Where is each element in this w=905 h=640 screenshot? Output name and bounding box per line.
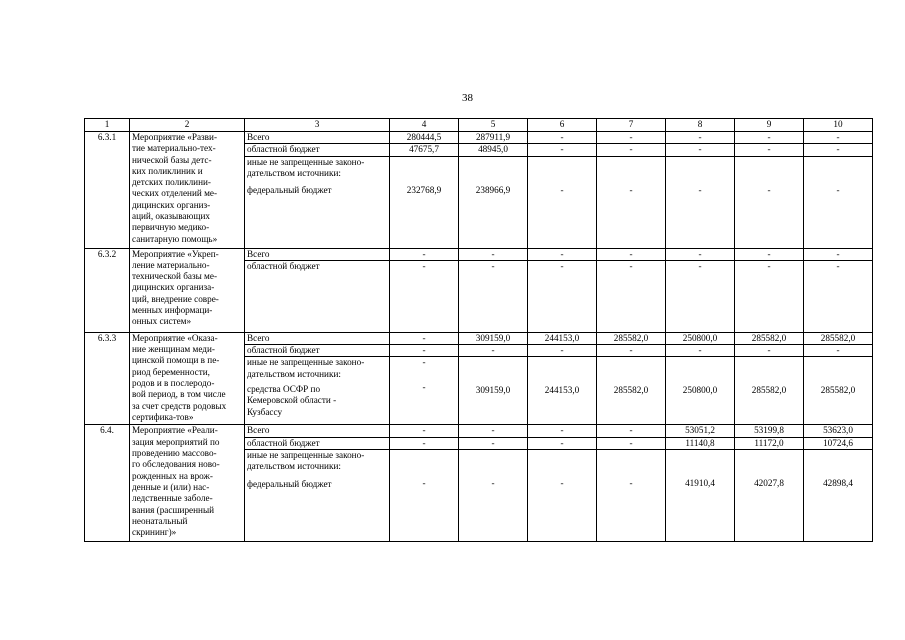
- funding-source-sub: федеральный бюджет: [247, 478, 332, 489]
- value-cell: -: [528, 437, 597, 449]
- value-cell: -: [528, 425, 597, 437]
- value-cell: 250800,0: [666, 332, 735, 344]
- value-cell: -: [459, 248, 528, 260]
- value-cell: -: [597, 248, 666, 260]
- value-cell: -: [390, 450, 459, 542]
- column-header: 4: [390, 119, 459, 132]
- value-cell: -: [459, 450, 528, 542]
- value-cell: -: [390, 260, 459, 332]
- value-cell: 53199,8: [735, 425, 804, 437]
- value-cell: -: [597, 156, 666, 248]
- value-cell: 244153,0: [528, 357, 597, 425]
- value-cell: 10724,6: [804, 437, 873, 449]
- value-cell: -: [528, 144, 597, 156]
- value-cell: 309159,0: [459, 357, 528, 425]
- column-header: 3: [245, 119, 390, 132]
- item-name: Мероприятие «Разви- тие материально-тех- нической базы детс- ких поликлиник и детских поликлини- ческих отделений ме- дицинских организ- аций, оказывающих первичную медико- санитарную помощь»: [130, 132, 245, 249]
- column-header: 7: [597, 119, 666, 132]
- item-code: 6.4.: [85, 425, 130, 542]
- item-code: 6.3.3: [85, 332, 130, 425]
- value-cell: -: [528, 450, 597, 542]
- value-cell: -: [735, 260, 804, 332]
- value-cell: -: [666, 248, 735, 260]
- funding-source: Всего: [245, 132, 390, 144]
- value-cell: -: [804, 248, 873, 260]
- value-cell: -: [597, 425, 666, 437]
- value-cell: 47675,7: [390, 144, 459, 156]
- value-cell: 285582,0: [597, 332, 666, 344]
- value-cell: -: [597, 437, 666, 449]
- table-row: [85, 332, 873, 344]
- funding-source: [245, 156, 390, 248]
- value-cell: -: [390, 332, 459, 344]
- value-cell: -: [735, 132, 804, 144]
- column-header: 5: [459, 119, 528, 132]
- funding-source: [245, 357, 390, 425]
- value-cell: 285582,0: [804, 332, 873, 344]
- page-number: 38: [462, 92, 473, 104]
- value-cell: -: [597, 450, 666, 542]
- value-cell: -: [459, 425, 528, 437]
- funding-source: Всего: [245, 248, 390, 260]
- value-cell: -: [390, 425, 459, 437]
- table-row: [85, 248, 873, 260]
- value-cell: 11140,8: [666, 437, 735, 449]
- value-cell: -: [597, 144, 666, 156]
- value-cell: -: [735, 144, 804, 156]
- value-cell: 285582,0: [735, 332, 804, 344]
- value-cell: -: [735, 345, 804, 357]
- value-cell: 42027,8: [735, 450, 804, 542]
- column-header: 10: [804, 119, 873, 132]
- value-cell: -: [666, 260, 735, 332]
- value-cell: -: [804, 132, 873, 144]
- value-cell: -: [735, 156, 804, 248]
- value-cell: 53623,0: [804, 425, 873, 437]
- value-cell: 42898,4: [804, 450, 873, 542]
- value-cell: 238966,9: [459, 156, 528, 248]
- value-cell: 53051,2: [666, 425, 735, 437]
- value-cell: 285582,0: [804, 357, 873, 425]
- value-cell: -: [597, 345, 666, 357]
- column-header: 8: [666, 119, 735, 132]
- funding-source-heading: иные не запрещенные законо- дательством источники:: [247, 450, 365, 472]
- value-cell: -: [666, 156, 735, 248]
- funding-source: областной бюджет: [245, 345, 390, 357]
- value-cell: -: [735, 248, 804, 260]
- value-cell: 250800,0: [666, 357, 735, 425]
- value-cell: -: [390, 437, 459, 449]
- value-cell: -: [459, 345, 528, 357]
- value-cell: -: [528, 156, 597, 248]
- funding-source-sub: средства ОСФР по Кемеровской области - Кузбассу: [247, 384, 337, 417]
- value-cell: 287911,9: [459, 132, 528, 144]
- value-cell: -: [597, 132, 666, 144]
- column-header-row: [85, 119, 873, 132]
- value-cell: 48945,0: [459, 144, 528, 156]
- column-header: 9: [735, 119, 804, 132]
- value-cell: -: [459, 260, 528, 332]
- funding-source: областной бюджет: [245, 144, 390, 156]
- value-cell: -: [666, 144, 735, 156]
- value-cell: 285582,0: [735, 357, 804, 425]
- value-cell: 232768,9: [390, 156, 459, 248]
- value-cell: -: [666, 345, 735, 357]
- value-cell: 285582,0: [597, 357, 666, 425]
- column-header: 2: [130, 119, 245, 132]
- value-cell: -: [804, 260, 873, 332]
- value-cell: -: [804, 156, 873, 248]
- funding-source: Всего: [245, 425, 390, 437]
- value-cell: -: [459, 437, 528, 449]
- value-cell: 244153,0: [528, 332, 597, 344]
- value-cell: 41910,4: [666, 450, 735, 542]
- item-code: 6.3.1: [85, 132, 130, 249]
- item-name: Мероприятие «Укреп- ление материально- технической базы ме- дицинских организа- ций, внедрение совре- менных информаци- онных систем»: [130, 248, 245, 332]
- value-cell: -: [804, 345, 873, 357]
- funding-source-sub: федеральный бюджет: [247, 185, 332, 196]
- value-cell: 11172,0: [735, 437, 804, 449]
- item-name: Мероприятие «Оказа- ние женщинам меди- цинской помощи в пе- риод беременности, родов и в послеродо- вой период, в том числе за счет средств родовых сертифика-тов»: [130, 332, 245, 425]
- funding-source-heading: иные не запрещенные законо- дательством источники:: [247, 357, 365, 379]
- column-header: 6: [528, 119, 597, 132]
- value-cell: -: [528, 345, 597, 357]
- item-code: 6.3.2: [85, 248, 130, 332]
- value-cell: -: [528, 260, 597, 332]
- value-cell: -: [597, 260, 666, 332]
- funding-source: [245, 450, 390, 542]
- value-cell: -: [528, 132, 597, 144]
- value-cell: 309159,0: [459, 332, 528, 344]
- value-cell: - -: [390, 357, 459, 425]
- table-row: [85, 425, 873, 437]
- funding-source: областной бюджет: [245, 437, 390, 449]
- value-cell: -: [666, 132, 735, 144]
- funding-source-heading: иные не запрещенные законо- дательством источники:: [247, 156, 365, 178]
- value-cell: -: [390, 248, 459, 260]
- item-name: Мероприятие «Реали- зация мероприятий по проведению массово- го обследования ново- рожденных на врож- денные и (или) нас- ледственные заболе- вания (расширенный неонатальный скрининг)»: [130, 425, 245, 542]
- value-cell: -: [804, 144, 873, 156]
- table-row: [85, 132, 873, 144]
- column-header: 1: [85, 119, 130, 132]
- value-cell: -: [390, 345, 459, 357]
- value-cell: -: [528, 248, 597, 260]
- budget-table: [84, 118, 873, 542]
- funding-source: Всего: [245, 332, 390, 344]
- value-cell: 280444,5: [390, 132, 459, 144]
- funding-source: областной бюджет: [245, 260, 390, 332]
